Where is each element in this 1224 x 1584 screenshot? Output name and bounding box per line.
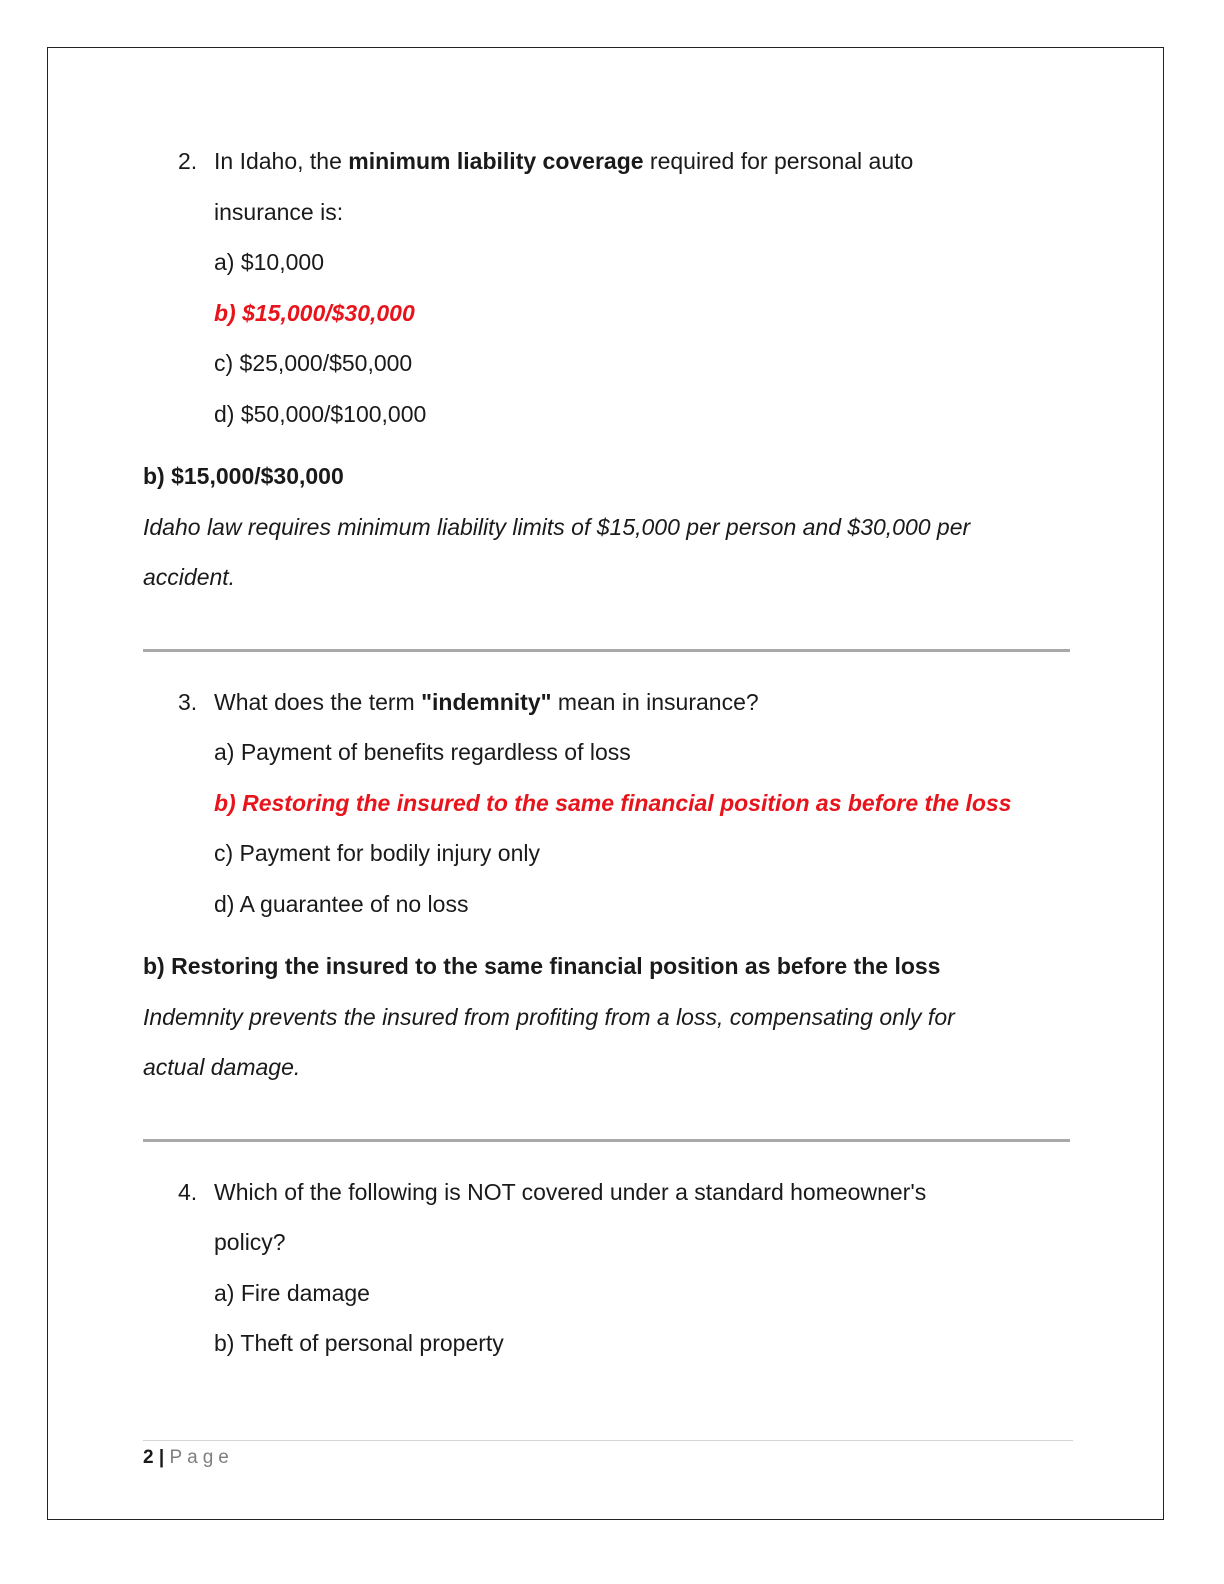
option-a: a) $10,000 xyxy=(214,249,324,275)
explanation-line-1: Indemnity prevents the insured from profiting from a loss, compensating only for xyxy=(143,1003,955,1030)
option-b: b) Theft of personal property xyxy=(214,1330,504,1356)
question-2 xyxy=(143,136,1073,603)
section-divider xyxy=(143,1139,1070,1142)
question-number: 3. xyxy=(178,688,198,715)
question-text-bold: "indemnity" xyxy=(421,688,552,715)
option-c: c) $25,000/$50,000 xyxy=(214,350,413,376)
page-footer xyxy=(143,1445,234,1471)
explanation-line-1: Idaho law requires minimum liability limits of $15,000 per person and $30,000 per xyxy=(143,513,971,540)
question-number: 4. xyxy=(178,1178,198,1205)
question-text xyxy=(143,1167,1073,1218)
question-text-continued: insurance is: xyxy=(214,198,344,225)
question-text-pre: What does the term xyxy=(214,688,422,715)
explanation-line-2: actual damage. xyxy=(143,1054,301,1080)
option-a: a) Payment of benefits regardless of loss xyxy=(214,739,631,765)
section-divider xyxy=(143,649,1070,652)
option-d: d) $50,000/$100,000 xyxy=(214,400,427,427)
option-b-correct: b) Restoring the insured to the same financial position as before the loss xyxy=(214,789,1012,816)
question-text xyxy=(143,677,1073,728)
question-text-post: required for personal auto xyxy=(643,148,914,174)
question-text-body: Which of the following is NOT covered under a standard homeowner's xyxy=(214,1178,927,1205)
option-b-correct: b) $15,000/$30,000 xyxy=(214,299,415,326)
option-d: d) A guarantee of no loss xyxy=(214,890,469,917)
option-a: a) Fire damage xyxy=(214,1279,370,1306)
question-3 xyxy=(143,677,1073,1093)
question-text xyxy=(143,136,1073,187)
option-c: c) Payment for bodily injury only xyxy=(214,840,540,866)
page-content xyxy=(143,136,1073,1369)
question-text-pre: In Idaho, the xyxy=(214,148,349,174)
answer-line: b) Restoring the insured to the same financial position as before the loss xyxy=(143,953,941,979)
footer-separator: | xyxy=(158,1447,165,1468)
question-text-bold: minimum liability coverage xyxy=(348,148,644,174)
answer-line: b) $15,000/$30,000 xyxy=(143,463,344,489)
footer-rule xyxy=(143,1440,1073,1441)
question-text-post: mean in insurance? xyxy=(551,688,759,715)
page-number: 2 xyxy=(143,1447,154,1468)
question-number: 2. xyxy=(178,148,198,174)
page-word: Page xyxy=(169,1447,234,1468)
question-4 xyxy=(143,1167,1073,1369)
question-text-continued: policy? xyxy=(214,1229,286,1255)
explanation-line-2: accident. xyxy=(143,564,236,590)
